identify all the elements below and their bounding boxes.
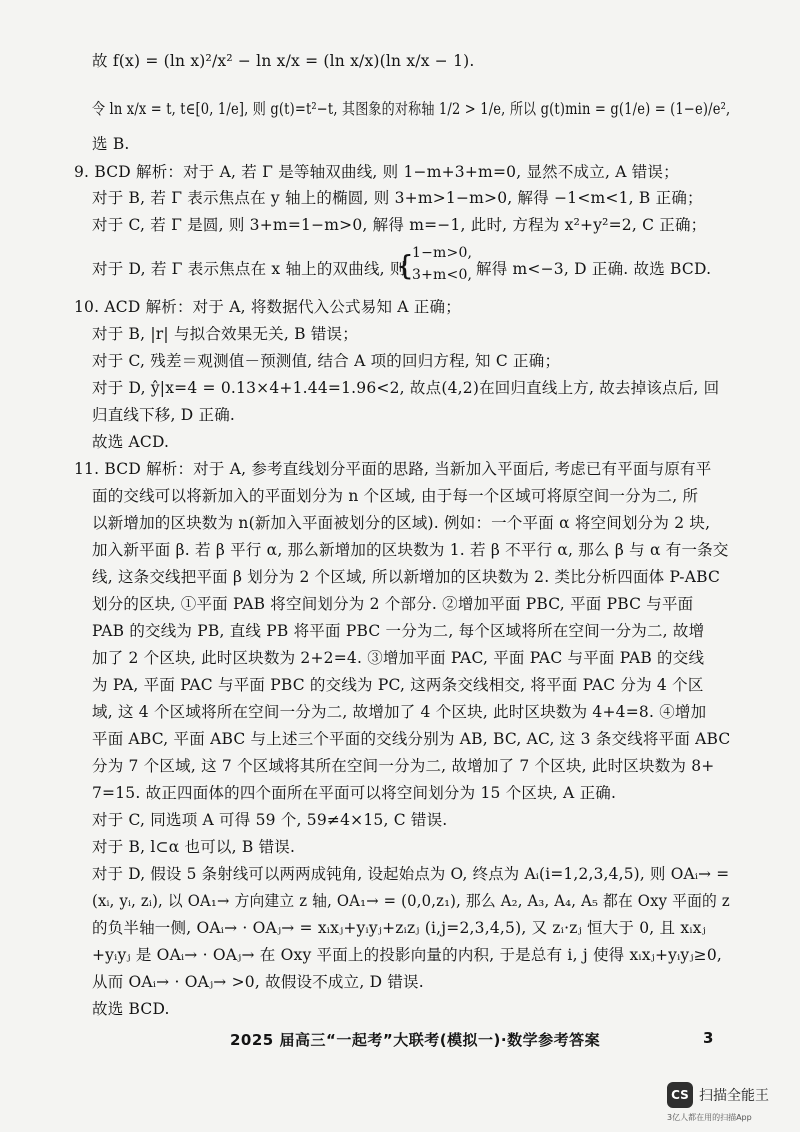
q11-line-7: PAB 的交线为 PB, 直线 PB 将平面 PBC 一分为二, 每个区域将所在空间一分为二, 故增 bbox=[92, 622, 705, 640]
q8-formula-line: 故 f(x) = (ln x)²/x² − ln x/x = (ln x/x)(ln x/x − 1). bbox=[92, 52, 475, 70]
q10-line-3: 对于 C, 残差＝观测值－预测值, 结合 A 项的回归方程, 知 C 正确； bbox=[92, 352, 561, 370]
q9-condition-1: 1−m>0, bbox=[412, 245, 473, 261]
system-brace: { bbox=[396, 249, 415, 282]
scanner-watermark bbox=[667, 1082, 769, 1122]
q11-line-17: (xᵢ, yᵢ, zᵢ), 以 OA₁→ 方向建立 z 轴, OA₁→ = (0,0,z₁), 那么 A₂, A₃, A₄, A₅ 都在 Oxy 平面的 z bbox=[92, 892, 730, 910]
q11-line-1: 11. BCD 解析：对于 A, 参考直线划分平面的思路, 当新加入平面后, 考虑已有平面与原有平 bbox=[74, 460, 712, 478]
q11-line-9: 为 PA, 平面 PAC 与平面 PBC 的交线为 PC, 这两条交线相交, 将平面 PAC 分为 4 个区 bbox=[92, 676, 704, 694]
q9-condition-2: 3+m<0, bbox=[412, 267, 473, 283]
q11-line-6: 划分的区块, ①平面 PAB 将空间划分为 2 个部分. ②增加平面 PBC, 平面 PBC 与平面 bbox=[92, 595, 694, 613]
q11-line-15: 对于 B, l⊂α 也可以, B 错误. bbox=[92, 838, 296, 856]
q11-line-10: 域, 这 4 个区域将所在空间一分为二, 故增加了 4 个区块, 此时区块数为 4+4=8. ④增加 bbox=[92, 703, 707, 721]
q11-line-13: 7=15. 故正四面体的四个面所在平面可以将空间划分为 15 个区块, A 正确. bbox=[92, 784, 617, 802]
q10-line-2: 对于 B, |r| 与拟合效果无关, B 错误； bbox=[92, 325, 358, 343]
q11-line-16: 对于 D, 假设 5 条射线可以两两成钝角, 设起始点为 O, 终点为 Aᵢ(i=1,2,3,4,5), 则 OAᵢ→ = bbox=[92, 865, 730, 883]
q9-line-3: 对于 C, 若 Γ 是圆, 则 3+m=1−m>0, 解得 m=−1, 此时, 方程为 x²+y²=2, C 正确； bbox=[92, 216, 707, 234]
q11-line-21: 故选 BCD. bbox=[92, 1000, 170, 1018]
q8-answer-line: 选 B. bbox=[92, 135, 130, 153]
q9-line-4-suffix: 解得 m<−3, D 正确. 故选 BCD. bbox=[476, 260, 712, 278]
q11-line-4: 加入新平面 β. 若 β 平行 α, 那么新增加的区块数为 1. 若 β 不平行 α, 那么 β 与 α 有一条交 bbox=[92, 541, 729, 559]
q9-line-1: 9. BCD 解析：对于 A, 若 Γ 是等轴双曲线, 则 1−m+3+m=0, 显然不成立, A 错误； bbox=[74, 163, 679, 181]
q11-line-14: 对于 C, 同选项 A 可得 59 个, 59≠4×15, C 错误. bbox=[92, 811, 448, 829]
q10-line-6: 故选 ACD. bbox=[92, 433, 170, 451]
q9-line-4-prefix: 对于 D, 若 Γ 表示焦点在 x 轴上的双曲线, 则 bbox=[92, 260, 406, 278]
q9-line-2: 对于 B, 若 Γ 表示焦点在 y 轴上的椭圆, 则 3+m>1−m>0, 解得 −1<m<1, B 正确； bbox=[92, 189, 703, 207]
q11-line-20: 从而 OAᵢ→ · OAⱼ→ >0, 故假设不成立, D 错误. bbox=[92, 973, 424, 991]
q11-line-2: 面的交线可以将新加入的平面划分为 n 个区域, 由于每一个区域可将原空间一分为二, 所 bbox=[92, 487, 699, 505]
watermark-label: 扫描全能王 bbox=[699, 1088, 769, 1104]
q11-line-12: 分为 7 个区域, 这 7 个区域将其所在空间一分为二, 故增加了 7 个区块, 此时区块数为 8+ bbox=[92, 757, 715, 775]
q11-line-11: 平面 ABC, 平面 ABC 与上述三个平面的交线分别为 AB, BC, AC, 这 3 条交线将平面 ABC bbox=[92, 730, 731, 748]
q11-line-3: 以新增加的区块数为 n(新加入平面被划分的区域). 例如：一个平面 α 将空间划分为 2 块, bbox=[92, 514, 711, 532]
footer-title: 2025 届高三“一起考”大联考(模拟一)·数学参考答案 bbox=[230, 1031, 601, 1049]
camscanner-icon: CS bbox=[667, 1082, 693, 1108]
q11-line-19: +yᵢyⱼ 是 OAᵢ→ · OAⱼ→ 在 Oxy 平面上的投影向量的内积, 于是总有 i, j 使得 xᵢxⱼ+yᵢyⱼ≥0, bbox=[92, 946, 723, 964]
q11-line-18: 的负半轴一侧, OAᵢ→ · OAⱼ→ = xᵢxⱼ+yᵢyⱼ+zᵢzⱼ (i,j=2,3,4,5), 又 zᵢ·zⱼ 恒大于 0, 且 xᵢxⱼ bbox=[92, 919, 706, 937]
q10-line-1: 10. ACD 解析：对于 A, 将数据代入公式易知 A 正确； bbox=[74, 298, 461, 316]
page-number: 3 bbox=[703, 1029, 714, 1047]
q10-line-4: 对于 D, ŷ|x=4 = 0.13×4+1.44=1.96<2, 故点(4,2)在回归直线上方, 故去掉该点后, 回 bbox=[92, 379, 720, 397]
q11-line-5: 线, 这条交线把平面 β 划分为 2 个区域, 所以新增加的区块数为 2. 类比分析四面体 P-ABC bbox=[92, 568, 721, 586]
q8-substitution-line: 令 ln x/x = t, t∈[0, 1/e], 则 g(t)=t²−t, 其图象的对称轴 1/2 > 1/e, 所以 g(t)min = g(1/e) = (1−e)/e², bbox=[92, 100, 731, 118]
q10-line-5: 归直线下移, D 正确. bbox=[92, 406, 236, 424]
q11-line-8: 加了 2 个区块, 此时区块数为 2+2=4. ③增加平面 PAC, 平面 PAC 与平面 PAB 的交线 bbox=[92, 649, 705, 667]
watermark-subtitle: 3亿人都在用的扫描App bbox=[667, 1113, 752, 1122]
